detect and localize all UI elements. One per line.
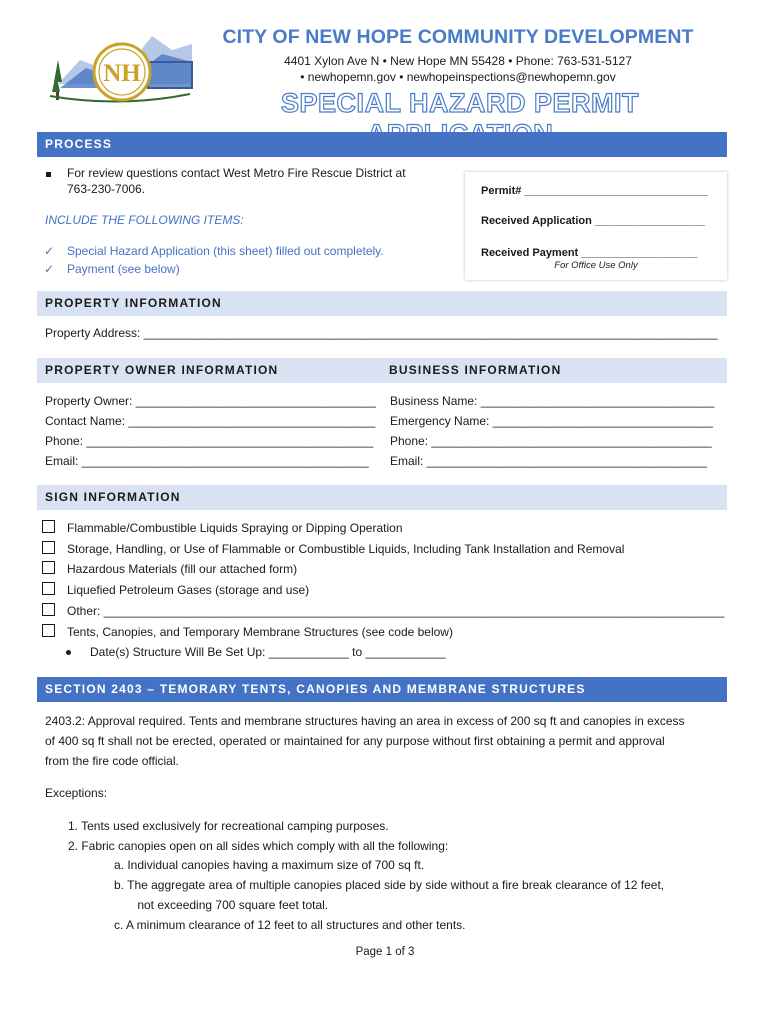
- bullet-dot-icon: [66, 650, 71, 655]
- owner-business-heading: [37, 358, 727, 383]
- checkbox-hazardous-materials[interactable]: [42, 561, 55, 574]
- include-item-payment: Payment (see below): [67, 262, 180, 276]
- owner-info-heading: PROPERTY OWNER INFORMATION: [45, 363, 279, 377]
- review-contact-line2: 763-230-7006.: [67, 182, 146, 196]
- sub-item-a: a. Individual canopies having a maximum size of 700 sq ft.: [114, 858, 425, 872]
- checkbox-flammable-storage[interactable]: [42, 541, 55, 554]
- option-other-field[interactable]: Other: _____________________________________________________________________________________________: [67, 604, 725, 618]
- option-lp-gases: Liquefied Petroleum Gases (storage and use): [67, 583, 310, 597]
- org-address: 4401 Xylon Ave N • New Hope MN 55428 • Phone: 763-531-5127: [284, 54, 632, 68]
- office-use-box: [465, 172, 727, 280]
- checkmark-icon: ✓: [44, 262, 55, 276]
- received-application-field[interactable]: Received Application __________________: [481, 215, 706, 227]
- owner-email-field[interactable]: Email: ___________________________________________: [45, 454, 369, 468]
- emergency-name-field[interactable]: Emergency Name: _________________________________: [390, 414, 713, 428]
- checkbox-tents-canopies[interactable]: [42, 624, 55, 637]
- property-address-field[interactable]: Property Address: ______________________________________________________________________________________: [45, 326, 718, 340]
- sub-item-c: c. A minimum clearance of 12 feet to all structures and other tents.: [114, 918, 466, 932]
- checkbox-flammable-spraying[interactable]: [42, 520, 55, 533]
- section-2403-heading: SECTION 2403 – TEMORARY TENTS, CANOPIES AND MEMBRANE STRUCTURES: [37, 677, 727, 702]
- property-owner-field[interactable]: Property Owner: ____________________________________: [45, 394, 376, 408]
- org-contact: • newhopemn.gov • newhopeinspections@newhopemn.gov: [300, 70, 616, 84]
- sign-info-heading: SIGN INFORMATION: [37, 485, 727, 510]
- org-title: CITY OF NEW HOPE COMMUNITY DEVELOPMENT: [222, 26, 694, 48]
- permit-number-field[interactable]: Permit# ______________________________: [481, 185, 708, 197]
- section-2403-paragraph: 2403.2: Approval required. Tents and membrane structures having an area in excess of 200 sq ft and canopies in excess of 400 sq ft shall not be erected, operated or maintained for any purpose without first obtaining a permit and approval from the fire code official.: [45, 714, 685, 768]
- bullet-square-icon: [46, 172, 51, 177]
- svg-text:NH: NH: [103, 60, 141, 87]
- checkbox-other[interactable]: [42, 603, 55, 616]
- sub-item-b-continued: not exceeding 700 square feet total.: [114, 898, 329, 912]
- business-email-field[interactable]: Email: __________________________________________: [390, 454, 707, 468]
- option-hazardous-materials: Hazardous Materials (fill our attached form): [67, 562, 298, 576]
- structure-dates-field[interactable]: Date(s) Structure Will Be Set Up: ____________ to ____________: [90, 645, 446, 659]
- include-items-heading: INCLUDE THE FOLLOWING ITEMS:: [45, 213, 244, 227]
- owner-phone-field[interactable]: Phone: ___________________________________________: [45, 434, 374, 448]
- include-item-application: Special Hazard Application (this sheet) filled out completely.: [67, 244, 384, 258]
- form-title: SPECIAL HAZARD PERMIT: [280, 88, 640, 118]
- exceptions-label: Exceptions:: [45, 786, 108, 800]
- process-heading: PROCESS: [37, 132, 727, 157]
- option-flammable-spraying: Flammable/Combustible Liquids Spraying or Dipping Operation: [67, 521, 403, 535]
- property-info-heading: PROPERTY INFORMATION: [37, 291, 727, 316]
- business-info-heading: BUSINESS INFORMATION: [389, 363, 562, 377]
- review-contact-line1: For review questions contact West Metro Fire Rescue District at: [67, 166, 406, 180]
- exception-item-1: 1. Tents used exclusively for recreational camping purposes.: [68, 819, 389, 833]
- checkmark-icon: ✓: [44, 244, 55, 258]
- city-logo: [40, 22, 200, 110]
- contact-name-field[interactable]: Contact Name: _____________________________________: [45, 414, 376, 428]
- business-phone-field[interactable]: Phone: __________________________________________: [390, 434, 712, 448]
- received-payment-field[interactable]: Received Payment ___________________: [481, 247, 698, 259]
- sub-item-b: b. The aggregate area of multiple canopies placed side by side without a fire break clearance of 12 feet,: [114, 878, 665, 892]
- page-number: Page 1 of 3: [355, 946, 415, 958]
- option-flammable-storage: Storage, Handling, or Use of Flammable or Combustible Liquids, Including Tank Installation and Removal: [67, 542, 625, 556]
- exception-item-2: 2. Fabric canopies open on all sides which comply with all the following:: [68, 839, 449, 853]
- option-tents-canopies: Tents, Canopies, and Temporary Membrane Structures (see code below): [67, 625, 453, 639]
- office-use-note: For Office Use Only: [554, 260, 638, 271]
- checkbox-lp-gases[interactable]: [42, 582, 55, 595]
- business-name-field[interactable]: Business Name: ___________________________________: [390, 394, 715, 408]
